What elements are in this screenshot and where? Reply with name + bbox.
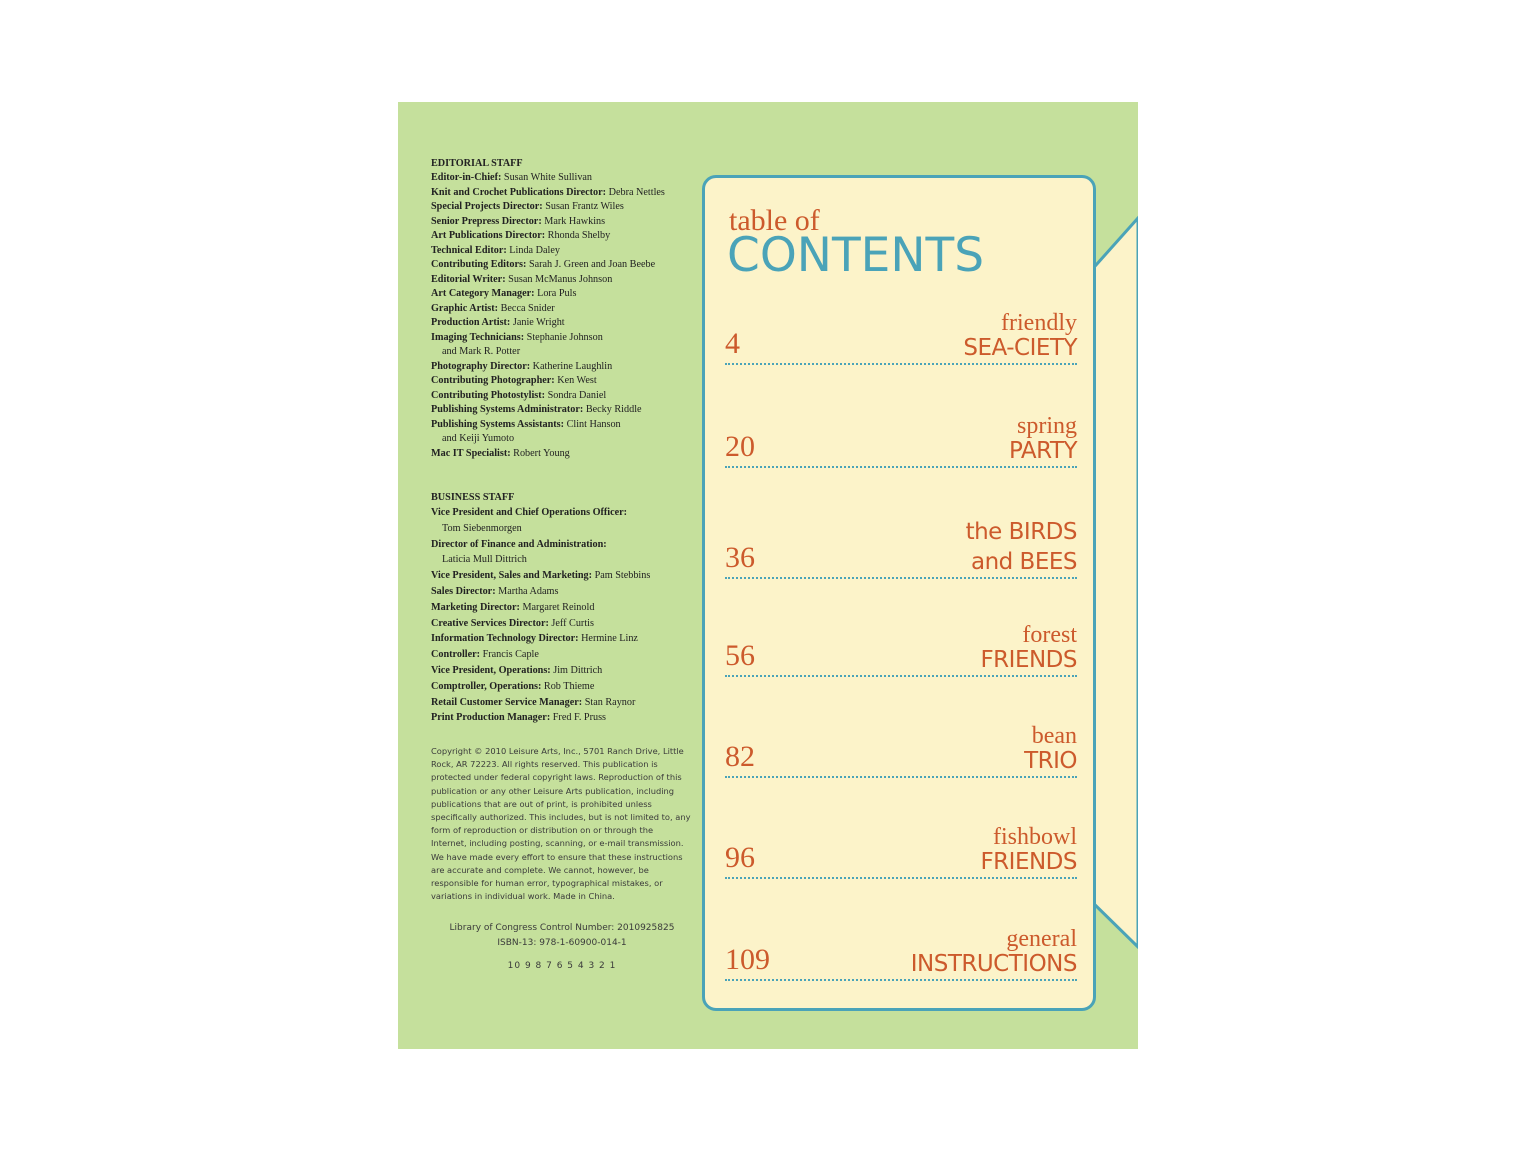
staff-role: Contributing Photostylist: bbox=[431, 389, 546, 401]
staff-role: Vice President, Operations: bbox=[431, 664, 551, 676]
toc-page-number: 20 bbox=[725, 430, 755, 463]
staff-role: Creative Services Director: bbox=[431, 617, 549, 629]
staff-line bbox=[431, 631, 693, 647]
staff-role: Senior Prepress Director: bbox=[431, 215, 542, 227]
toc-title-line-1: friendly bbox=[1001, 310, 1077, 336]
staff-role: Vice President and Chief Operations Officer: bbox=[431, 507, 628, 518]
staff-name: Linda Daley bbox=[506, 244, 560, 256]
staff-name: and Keiji Yumoto bbox=[442, 433, 515, 444]
staff-line bbox=[431, 200, 693, 215]
staff-line bbox=[431, 584, 693, 600]
staff-line bbox=[431, 616, 693, 632]
toc-entry-title bbox=[963, 311, 1077, 361]
editorial-staff-heading: EDITORIAL STAFF bbox=[431, 158, 523, 169]
staff-name: Robert Young bbox=[510, 447, 570, 459]
staff-line bbox=[431, 186, 693, 201]
staff-name: Fred F. Pruss bbox=[550, 712, 607, 724]
business-staff-heading: BUSINESS STAFF bbox=[431, 492, 515, 503]
staff-line bbox=[431, 316, 693, 331]
toc-title-line-2: PARTY bbox=[1008, 438, 1077, 464]
staff-credits bbox=[431, 158, 693, 726]
staff-name: Ken West bbox=[554, 375, 597, 386]
book-page bbox=[398, 102, 1138, 1049]
staff-role: Imaging Technicians: bbox=[431, 331, 525, 343]
toc-title-line-1: spring bbox=[1017, 413, 1077, 439]
toc-title-line-2: and BEES bbox=[970, 549, 1077, 575]
staff-role: Contributing Editors: bbox=[431, 259, 527, 270]
staff-name: Pam Stebbins bbox=[592, 570, 651, 582]
staff-line bbox=[431, 505, 693, 521]
toc-entry-title bbox=[966, 519, 1077, 575]
toc-page-number: 56 bbox=[725, 639, 755, 672]
staff-line bbox=[431, 389, 693, 404]
staff-name: Francis Caple bbox=[480, 649, 539, 661]
toc-page-number: 4 bbox=[725, 327, 740, 360]
staff-name: Lora Puls bbox=[534, 288, 577, 299]
toc-page-number: 36 bbox=[725, 541, 755, 574]
staff-line bbox=[431, 552, 693, 568]
library-info bbox=[431, 921, 693, 951]
staff-line bbox=[431, 403, 693, 418]
staff-name: Clint Hanson bbox=[564, 418, 621, 430]
staff-line bbox=[431, 244, 693, 259]
toc-title-line-1: forest bbox=[1022, 622, 1077, 648]
toc-entry[interactable] bbox=[725, 480, 1077, 579]
staff-role: Sales Director: bbox=[431, 585, 496, 597]
staff-line bbox=[431, 418, 693, 433]
staff-name: Rob Thieme bbox=[541, 680, 595, 692]
staff-line bbox=[431, 647, 693, 663]
staff-name: Mark Hawkins bbox=[541, 215, 606, 227]
staff-name: Jeff Curtis bbox=[548, 617, 594, 629]
toc-page-number: 109 bbox=[725, 943, 770, 976]
staff-name: Hermine Linz bbox=[578, 633, 638, 645]
staff-line bbox=[431, 360, 693, 375]
staff-line bbox=[431, 537, 693, 553]
staff-role: Art Category Manager: bbox=[431, 288, 535, 299]
staff-role: Editor-in-Chief: bbox=[431, 172, 502, 183]
toc-title-line-1: the BIRDS bbox=[965, 519, 1077, 545]
staff-name: Becky Riddle bbox=[583, 404, 642, 415]
toc-entry[interactable] bbox=[725, 288, 1077, 365]
staff-role: Publishing Systems Assistants: bbox=[431, 418, 565, 430]
staff-name: Margaret Reinold bbox=[519, 601, 595, 613]
staff-role: Information Technology Director: bbox=[431, 633, 579, 645]
staff-line bbox=[431, 374, 693, 389]
staff-name: Laticia Mull Dittrich bbox=[442, 554, 527, 566]
toc-entry[interactable] bbox=[725, 389, 1077, 468]
staff-name: Becca Snider bbox=[498, 302, 555, 314]
staff-line bbox=[431, 679, 693, 695]
staff-name: Tom Siebenmorgen bbox=[442, 522, 522, 534]
staff-role: Print Production Manager: bbox=[431, 712, 551, 724]
staff-role: Publishing Systems Administrator: bbox=[431, 404, 584, 415]
toc-title-line-1: bean bbox=[1031, 723, 1077, 749]
staff-name: Sarah J. Green and Joan Beebe bbox=[526, 259, 656, 270]
staff-role: Comptroller, Operations: bbox=[431, 680, 542, 692]
staff-line bbox=[431, 432, 693, 447]
staff-role: Mac IT Specialist: bbox=[431, 447, 511, 459]
toc-title-line-2: TRIO bbox=[1024, 748, 1077, 774]
staff-name: Martha Adams bbox=[495, 585, 559, 597]
staff-line bbox=[431, 302, 693, 317]
staff-name: Sondra Daniel bbox=[545, 389, 607, 401]
staff-line bbox=[431, 215, 693, 230]
staff-role: Photography Director: bbox=[431, 360, 531, 372]
table-of-contents-panel bbox=[702, 175, 1096, 1011]
toc-entry-title bbox=[980, 825, 1077, 875]
toc-title-line-2: FRIENDS bbox=[980, 849, 1077, 875]
staff-line bbox=[431, 229, 693, 244]
toc-title-small: table of bbox=[729, 204, 820, 237]
staff-line bbox=[431, 171, 693, 186]
toc-entry[interactable] bbox=[725, 896, 1077, 981]
toc-title-big: CONTENTS bbox=[727, 228, 985, 283]
staff-name: Katherine Laughlin bbox=[530, 360, 613, 372]
staff-role: Controller: bbox=[431, 649, 481, 661]
staff-line bbox=[431, 258, 693, 273]
copyright-notice: Copyright © 2010 Leisure Arts, Inc., 5701 Ranch Drive, Little Rock, AR 72223. All rights reserved. This publication is protected under federal copyright laws. Reproduction of this publication or any other Leisure Arts publication, including publications that are out of print, is prohibited unless specifically authorized. This includes, but is not limited to, any form of reproduction or distribution on or through the Internet, including posting, scanning, or e-mail transmission. We have made every effort to ensure that these instructions are accurate and complete. We cannot, however, be responsible for human error, typographical mistakes, or variations in individual work. Made in China. bbox=[431, 746, 691, 902]
staff-line bbox=[431, 521, 693, 537]
toc-title-line-1: general bbox=[1006, 926, 1077, 952]
toc-entry-title bbox=[911, 927, 1077, 977]
toc-title-line-2: INSTRUCTIONS bbox=[910, 951, 1077, 977]
staff-name: Susan McManus Johnson bbox=[505, 273, 613, 285]
toc-entry[interactable] bbox=[725, 800, 1077, 879]
isbn: ISBN-13: 978-1-60900-014-1 bbox=[497, 938, 627, 948]
staff-role: Special Projects Director: bbox=[431, 201, 543, 212]
staff-name: Stan Raynor bbox=[582, 696, 636, 708]
library-control-number: Library of Congress Control Number: 2010925825 bbox=[449, 923, 675, 933]
staff-line bbox=[431, 447, 693, 462]
toc-entry-title bbox=[980, 623, 1077, 673]
staff-name: and Mark R. Potter bbox=[442, 346, 521, 357]
staff-role: Director of Finance and Administration: bbox=[431, 538, 607, 550]
toc-page-number: 82 bbox=[725, 740, 755, 773]
staff-line bbox=[431, 600, 693, 616]
staff-role: Knit and Crochet Publications Director: bbox=[431, 186, 607, 198]
staff-role: Graphic Artist: bbox=[431, 302, 499, 314]
staff-line bbox=[431, 287, 693, 302]
staff-role: Marketing Director: bbox=[431, 601, 520, 613]
staff-name: Debra Nettles bbox=[606, 186, 665, 198]
business-staff-list bbox=[431, 505, 693, 726]
toc-title-line-1: fishbowl bbox=[993, 824, 1077, 850]
staff-name: Susan Frantz Wiles bbox=[542, 201, 624, 212]
staff-line bbox=[431, 568, 693, 584]
staff-role: Vice President, Sales and Marketing: bbox=[431, 570, 593, 582]
staff-role: Technical Editor: bbox=[431, 244, 507, 256]
toc-entry[interactable] bbox=[725, 699, 1077, 778]
staff-role: Contributing Photographer: bbox=[431, 375, 555, 386]
staff-role: Art Publications Director: bbox=[431, 230, 546, 241]
staff-line bbox=[431, 345, 693, 360]
staff-name: Stephanie Johnson bbox=[524, 331, 603, 343]
staff-name: Rhonda Shelby bbox=[545, 230, 611, 241]
editorial-staff-list bbox=[431, 171, 693, 461]
staff-role: Retail Customer Service Manager: bbox=[431, 696, 583, 708]
staff-line bbox=[431, 331, 693, 346]
staff-role: Editorial Writer: bbox=[431, 273, 506, 285]
toc-entry[interactable] bbox=[725, 598, 1077, 677]
toc-entry-title bbox=[1024, 724, 1077, 774]
staff-name: Susan White Sullivan bbox=[501, 172, 593, 183]
toc-page-number: 96 bbox=[725, 841, 755, 874]
toc-title-line-2: FRIENDS bbox=[980, 647, 1077, 673]
staff-line bbox=[431, 710, 693, 726]
toc-entry-title bbox=[1009, 414, 1077, 464]
staff-line bbox=[431, 663, 693, 679]
staff-line bbox=[431, 695, 693, 711]
staff-name: Janie Wright bbox=[510, 317, 565, 328]
staff-name: Jim Dittrich bbox=[550, 664, 603, 676]
print-line: 10 9 8 7 6 5 4 3 2 1 bbox=[507, 961, 617, 971]
staff-line bbox=[431, 273, 693, 288]
toc-title-line-2: SEA-CIETY bbox=[963, 335, 1077, 361]
staff-role: Production Artist: bbox=[431, 317, 511, 328]
